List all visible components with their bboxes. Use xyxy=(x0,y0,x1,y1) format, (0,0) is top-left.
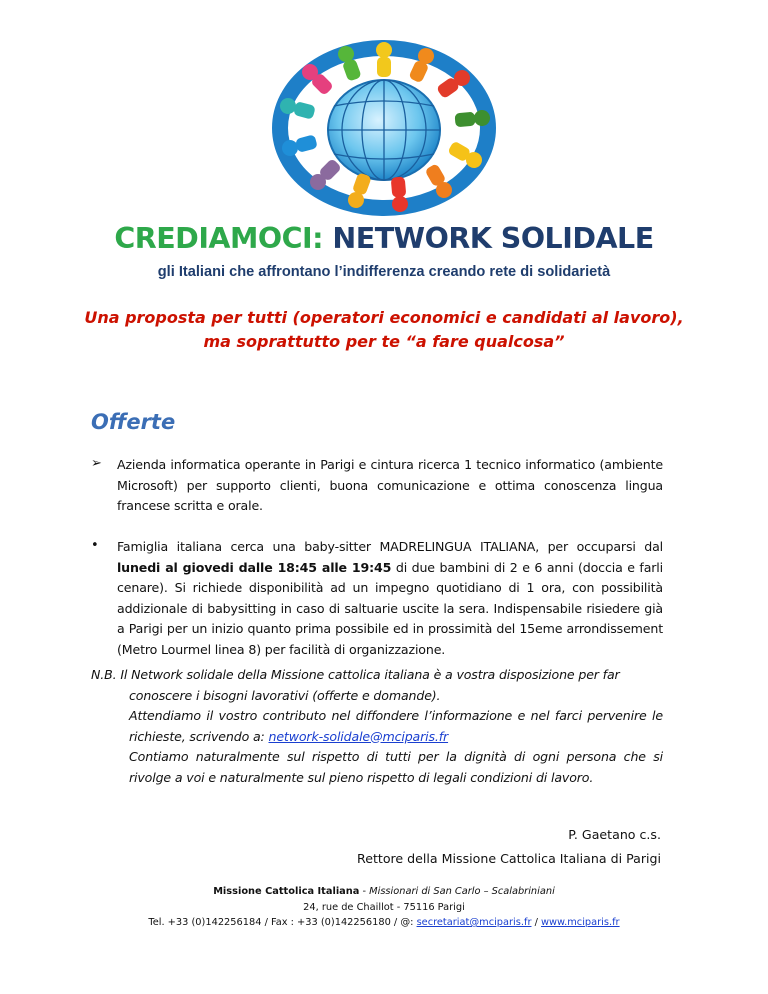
network-email-link[interactable]: network-solidale@mciparis.fr xyxy=(268,728,449,744)
offer-item-2-text-c: di due bambini di 2 e 6 anni (doccia e farli cenare). Si richiede disponibilità ad un impegno quotidiano di 1 ora, con possibilità addizionale di babysitting in caso di saltuarie uscite la sera. Indispensabile risiedere già a Parigi per un inizio quanto prima possibile ed in prossimità del 15eme arrondissement (Metro Lourmel linea 8) per facilità di organizzazione. xyxy=(117,559,663,657)
nb-line-1b: conoscere i bisogni lavorativi (offerte e domande). xyxy=(129,687,441,703)
footer-slash: / xyxy=(531,917,542,928)
footer-email-link[interactable]: secretariat@mciparis.fr xyxy=(416,917,532,928)
nb-paragraph-2-text: Attendiamo il vostro contributo nel diffondere l’informazione e nel farci pervenire le richieste, scrivendo a: xyxy=(129,708,663,744)
footer-contacts: Tel. +33 (0)142256184 / Fax : +33 (0)142256180 / @: xyxy=(148,917,417,928)
signature-name: P. Gaetano c.s. xyxy=(568,827,661,842)
page-title xyxy=(0,222,768,255)
footer-website-link[interactable]: www.mciparis.fr xyxy=(541,917,620,928)
footer-org-sub: Missionari di San Carlo – Scalabriniani xyxy=(369,886,555,897)
offer-item-1: Azienda informatica operante in Parigi e cintura ricerca 1 tecnico informatico (ambiente Microsoft) per supporto clienti, buona comunicazione e ottima conoscenza lingua francese scritta e orale. xyxy=(117,457,663,513)
offer-item-2-text-a: Famiglia italiana cerca una baby-sitter MADRELINGUA ITALIANA, per occuparsi dal xyxy=(117,539,663,554)
nb-note xyxy=(91,665,663,788)
footer-org: Missione Cattolica Italiana xyxy=(213,886,360,897)
footer-org-line xyxy=(0,884,768,900)
footer-sep: - xyxy=(359,886,370,897)
nb-paragraph-3: Contiamo naturalmente sul rispetto di tutti per la dignità di ogni persona che si rivolge a voi e naturalmente sul pieno rispetto di legali condizioni di lavoro. xyxy=(129,749,663,785)
dot-bullet-icon: • xyxy=(91,538,99,553)
subtitle: gli Italiani che affrontano l’indifferenza creando rete di solidarietà xyxy=(157,264,611,280)
signature-role: Rettore della Missione Cattolica Italiana di Parigi xyxy=(357,851,661,866)
offer-item-2-schedule: lunedi al giovedi dalle 18:45 alle 19:45 xyxy=(117,559,392,575)
footer xyxy=(0,884,768,931)
proposal-line-1: Una proposta per tutti (operatori economici e candidati al lavoro), xyxy=(84,308,684,327)
proposal-line-2: ma soprattutto per te “a fare qualcosa” xyxy=(203,332,565,351)
footer-contacts-line xyxy=(0,915,768,931)
title-part-blue: NETWORK SOLIDALE xyxy=(332,222,654,255)
proposal-statement xyxy=(0,306,768,354)
section-title-offerte: Offerte xyxy=(91,410,176,434)
signature-block xyxy=(357,823,661,871)
footer-address: 24, rue de Chaillot - 75116 Parigi xyxy=(303,901,465,913)
globe-people-ring-logo xyxy=(258,38,510,216)
title-part-green: CREDIAMOCI: xyxy=(114,222,323,255)
arrow-bullet-icon: ➢ xyxy=(91,456,102,471)
nb-line-1: N.B. Il Network solidale della Missione cattolica italiana è a vostra disposizione per far xyxy=(91,667,620,682)
nb-paragraph-2 xyxy=(91,706,663,747)
offer-item-2 xyxy=(117,537,663,660)
